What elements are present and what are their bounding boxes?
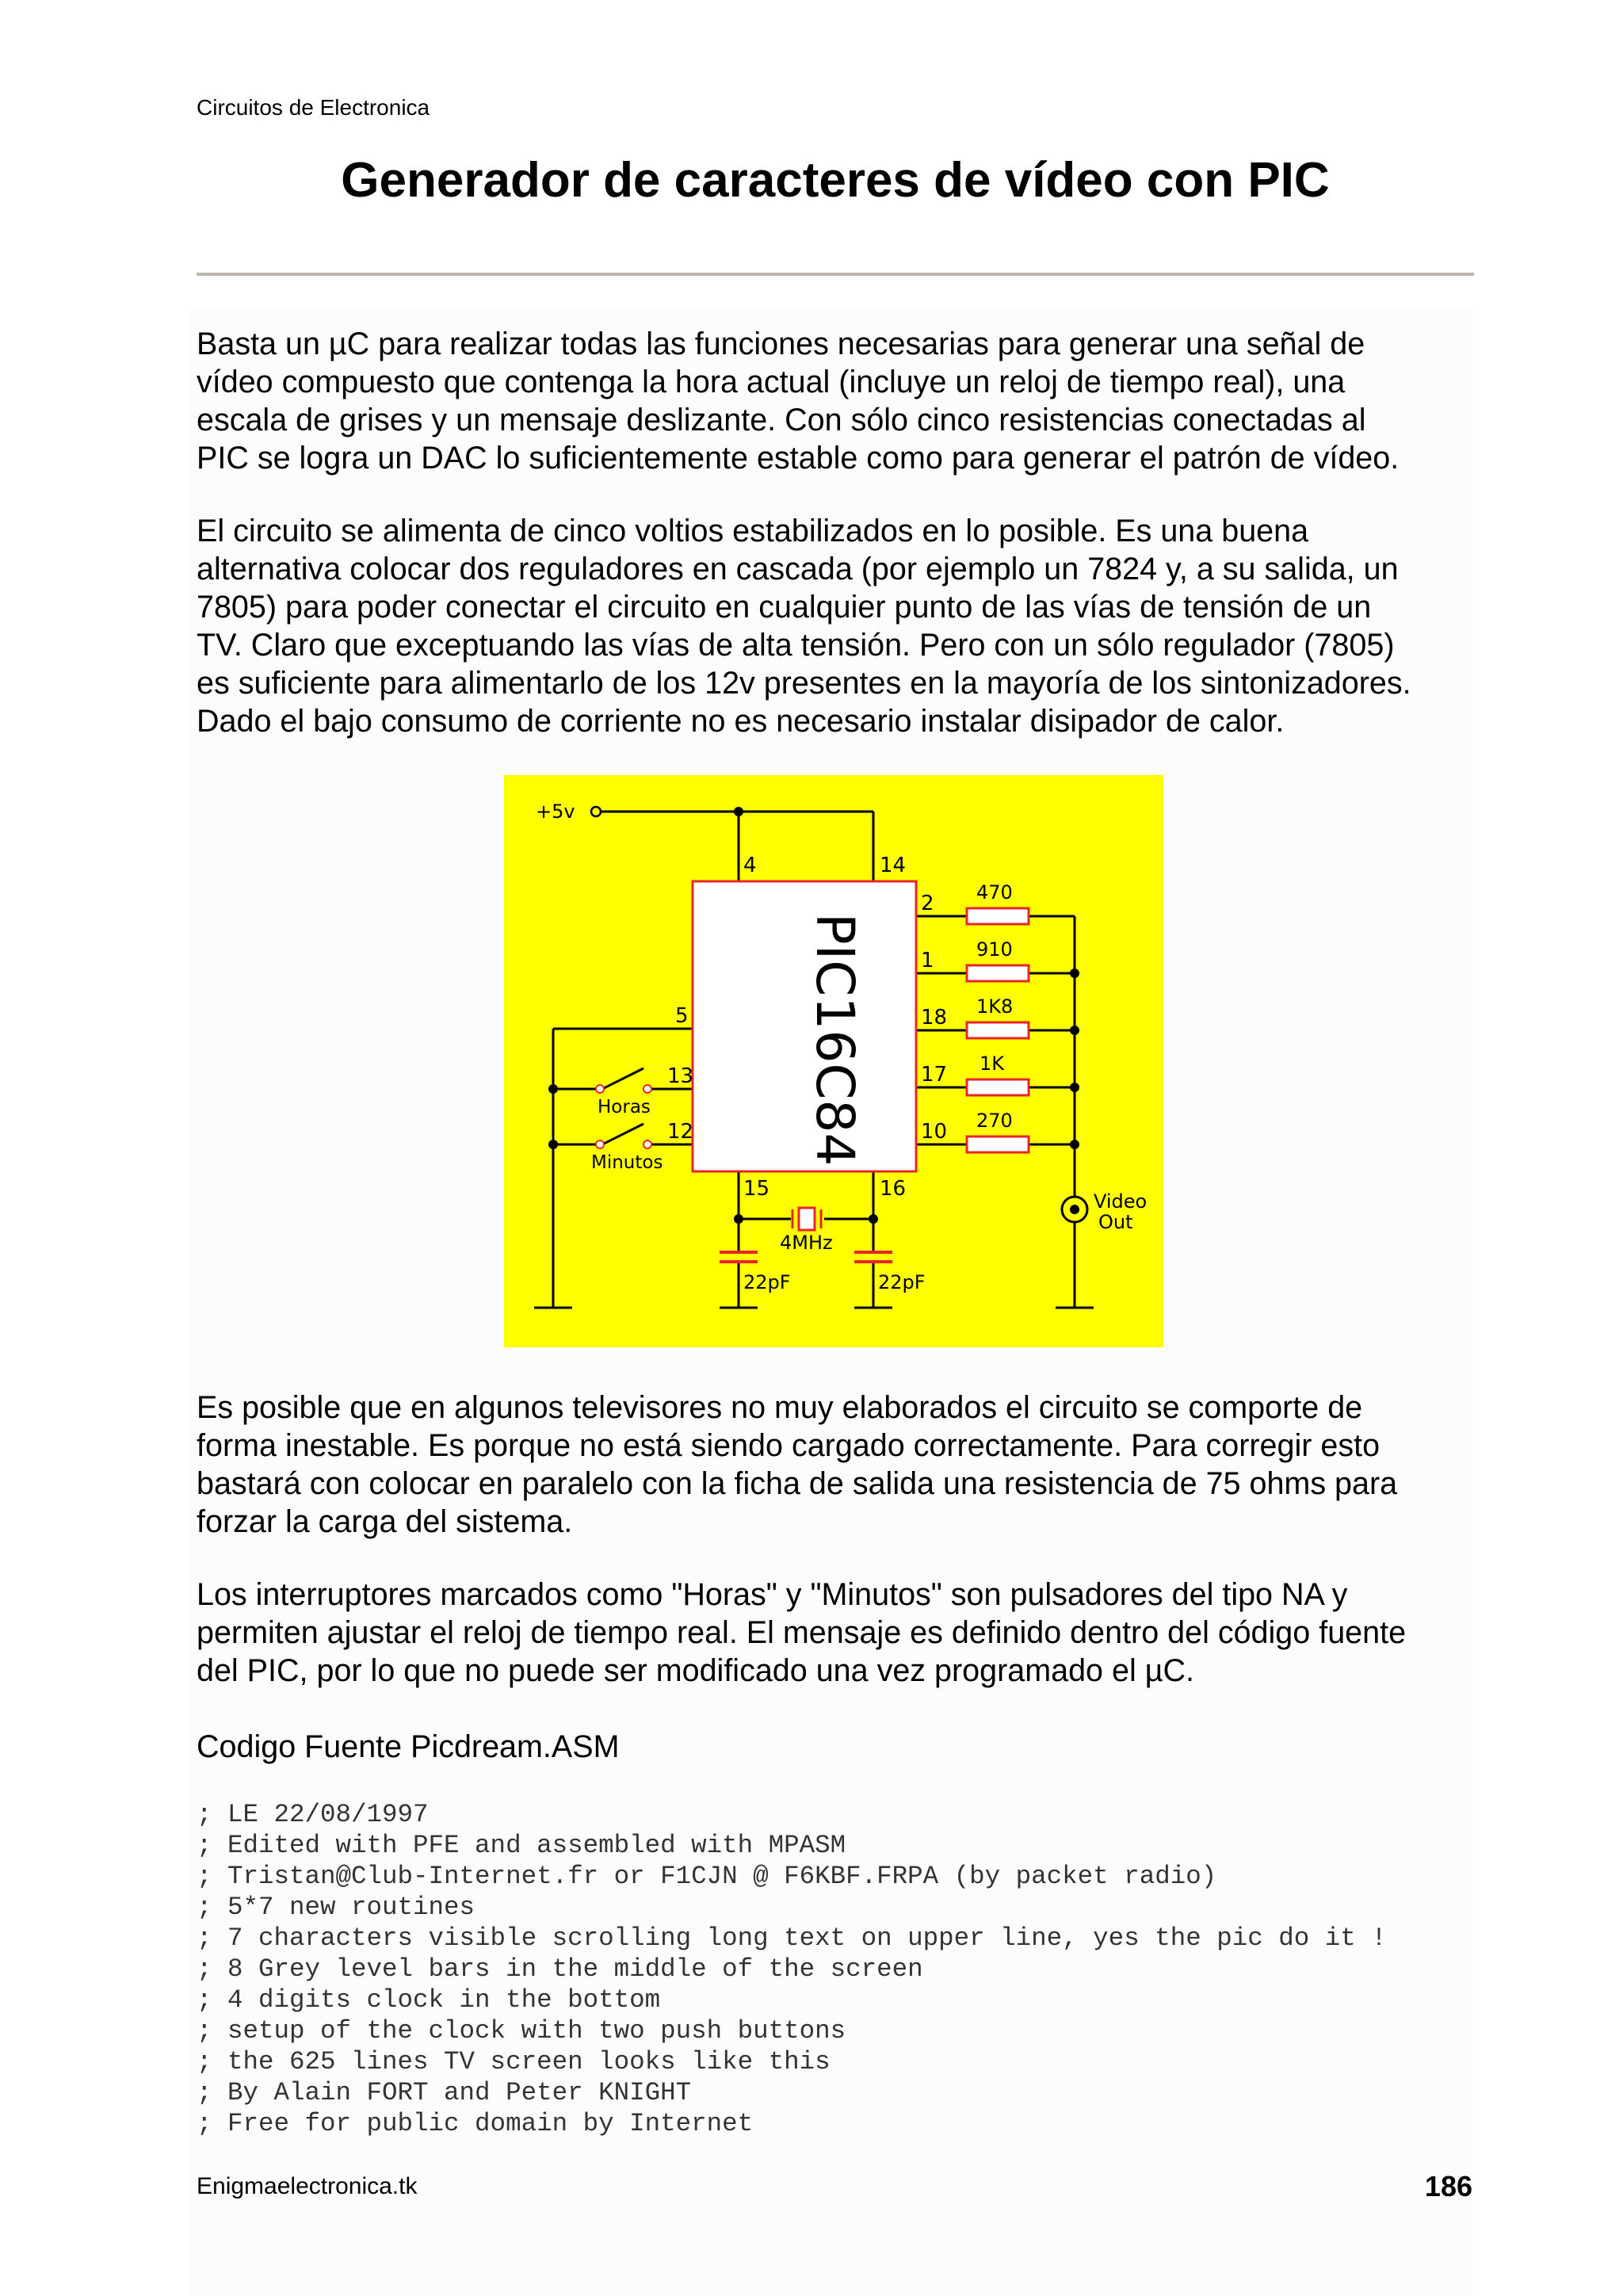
video-out-label: Out [1098, 1211, 1133, 1233]
code-line: ; 7 characters visible scrolling long text on upper line, yes the pic do it ! [197, 1924, 1387, 1953]
pin-label: 15 [743, 1177, 770, 1201]
source-code-heading: Codigo Fuente Picdream.ASM [197, 1729, 620, 1764]
code-line: ; Tristan@Club-Internet.fr or F1CJN @ F6KBF.FRPA (by packet radio) [197, 1862, 1217, 1891]
text-line: alternativa colocar dos reguladores en cascada (por ejemplo un 7824 y, a su salida, un [197, 552, 1399, 586]
pin-label: 13 [667, 1064, 694, 1088]
pic-chip [693, 881, 916, 1171]
paragraph-stability [197, 1389, 1480, 1541]
capacitor-label: 22pF [878, 1271, 926, 1293]
resistor-value-label: 270 [976, 1110, 1013, 1132]
resistor-270 [967, 1137, 1029, 1152]
text-line: Los interruptores marcados como "Horas" y "Minutos" son pulsadores del tipo NA y [197, 1577, 1348, 1612]
resistor-value-label: 470 [976, 881, 1013, 904]
text-line: PIC se logra un DAC lo suficientemente estable como para generar el patrón de vídeo. [197, 441, 1400, 476]
text-line: forma inestable. Es porque no está siendo cargado correctamente. Para corregir esto [197, 1428, 1381, 1463]
pin-label: 16 [880, 1177, 907, 1201]
video-out-jack [1062, 1197, 1087, 1222]
text-line: forzar la carga del sistema. [197, 1504, 573, 1539]
resistor-value-label: 1K [980, 1052, 1005, 1075]
running-header: Circuitos de Electronica [197, 95, 430, 120]
code-line: ; the 625 lines TV screen looks like this [197, 2047, 831, 2076]
pin-label: 12 [667, 1120, 694, 1144]
chip-label: PIC16C84 [804, 913, 865, 1167]
page-number: 186 [1424, 2170, 1472, 2202]
pin-label: 17 [921, 1063, 948, 1087]
resistor-value-label: 1K8 [976, 995, 1014, 1018]
supply-terminal [591, 807, 601, 816]
pin-label: 2 [921, 892, 934, 915]
resistor-value-label: 910 [976, 938, 1013, 961]
code-line: ; By Alain FORT and Peter KNIGHT [197, 2078, 692, 2107]
text-line: Es posible que en algunos televisores no muy elaborados el circuito se comporte de [197, 1390, 1363, 1425]
pin-label: 5 [675, 1004, 689, 1028]
code-line: ; Edited with PFE and assembled with MPASM [197, 1831, 846, 1860]
text-line: escala de grises y un mensaje deslizante. Con sólo cinco resistencias conectadas al [197, 403, 1366, 437]
page-title: Generador de caracteres de vídeo con PIC [341, 153, 1330, 208]
text-line: TV. Claro que exceptuando las vías de alta tensión. Pero con un sólo regulador (7805) [197, 628, 1395, 663]
resistor-910 [967, 965, 1029, 981]
pin-label: 1 [921, 949, 934, 972]
text-line: 7805) para poder conectar el circuito en cualquier punto de las vías de tensión de un [197, 590, 1372, 625]
resistor-1k8 [967, 1022, 1029, 1038]
text-line: del PIC, por lo que no puede ser modificado una vez programado el µC. [197, 1653, 1194, 1688]
code-line: ; 5*7 new routines [197, 1893, 475, 1922]
crystal-label: 4MHz [780, 1232, 833, 1254]
footer-site: Enigmaelectronica.tk [197, 2173, 418, 2199]
text-line: Dado el bajo consumo de corriente no es necesario instalar disipador de calor. [197, 704, 1285, 739]
switch-label-hours: Horas [598, 1097, 651, 1117]
text-line: bastará con colocar en paralelo con la ficha de salida una resistencia de 75 ohms para [197, 1466, 1398, 1501]
paragraph-power [197, 512, 1480, 740]
pin-label: 14 [880, 854, 907, 877]
capacitor-label: 22pF [743, 1271, 791, 1293]
code-line: ; 8 Grey level bars in the middle of the screen [197, 1954, 923, 1984]
pin-label: 4 [743, 854, 757, 877]
paragraph-intro [197, 325, 1480, 477]
video-out-label: Video [1094, 1190, 1148, 1213]
supply-label: +5v [536, 800, 575, 823]
text-line: vídeo compuesto que contenga la hora actual (incluye un reloj de tiempo real), una [197, 365, 1346, 399]
switch-label-minutes: Minutos [591, 1152, 663, 1173]
paragraph-switches [197, 1576, 1480, 1690]
pin-label: 18 [921, 1006, 948, 1030]
title-divider [197, 273, 1474, 276]
code-line: ; setup of the clock with two push buttons [197, 2016, 846, 2046]
text-line: permiten ajustar el reloj de tiempo real. El mensaje es definido dentro del código fuente [197, 1615, 1407, 1650]
code-line: ; Free for public domain by Internet [197, 2109, 754, 2138]
text-line: El circuito se alimenta de cinco voltios estabilizados en lo posible. Es una buena [197, 514, 1309, 548]
pin-label: 10 [921, 1120, 948, 1144]
text-line: es suficiente para alimentarlo de los 12v presentes en la mayoría de los sintonizadores. [197, 666, 1411, 701]
code-line: ; 4 digits clock in the bottom [197, 1985, 661, 2015]
source-code-listing [197, 1799, 1387, 2139]
resistor-1k [967, 1079, 1029, 1095]
code-line: ; LE 22/08/1997 [197, 1800, 429, 1829]
resistor-470 [967, 908, 1029, 924]
text-line: Basta un µC para realizar todas las funciones necesarias para generar una señal de [197, 327, 1365, 361]
circuit-schematic [504, 775, 1163, 1347]
